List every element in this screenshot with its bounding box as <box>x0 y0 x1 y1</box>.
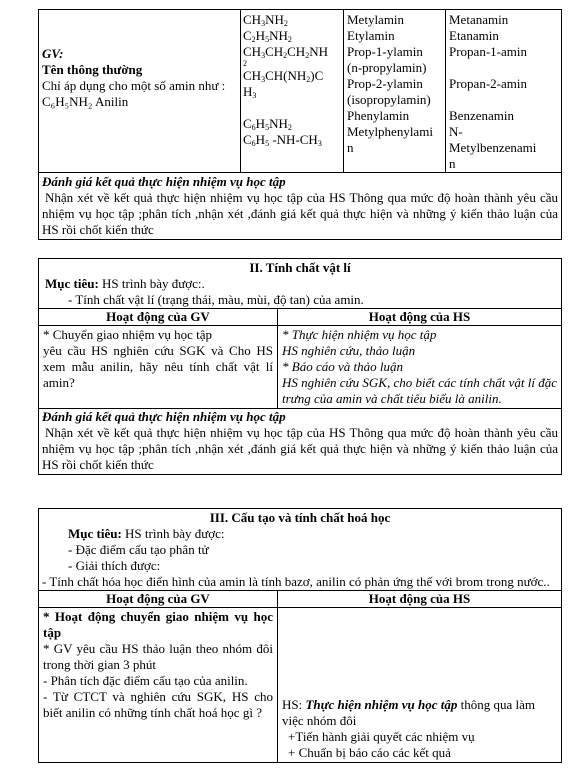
hs-activity-cell-3 <box>278 608 562 763</box>
common-name-cell <box>344 10 446 173</box>
systematic-name-cell <box>446 10 562 173</box>
evaluation-text: Nhận xét về kết quả thực hiện nhiệm vụ học tập của HS Thông qua mức độ hoàn thành yêu cầu nhiệm vụ học tập ;phân tích ,nhận xét ,đánh giá kết quả thực hiện và những ý kiến thảo luận của HS rồi chốt kiến thức <box>42 190 558 237</box>
evaluation-title: Đánh giá kết quả thực hiện nhiệm vụ học tập <box>42 174 286 189</box>
gv-label: GV: <box>42 46 64 61</box>
evaluation-row <box>39 173 562 240</box>
hs-activity-cell <box>278 326 562 409</box>
aniline-example: C₆H₅NH₂ Anilin <box>42 94 129 109</box>
gv-activity-cell-3 <box>39 608 278 763</box>
section-3-goal: Mục tiêu: HS trình bày được: <box>68 526 225 541</box>
gv-activity-1: * Chuyển giao nhiệm vụ học tập <box>43 327 212 342</box>
hs-task-2: +Tiến hành giải quyết các nhiệm vụ <box>288 729 475 744</box>
gv-task-3: - Phân tích đặc điểm cấu tạo của anilin. <box>43 673 248 688</box>
section-2-evaluation-title: Đánh giá kết quả thực hiện nhiệm vụ học tập <box>42 409 286 424</box>
formula-isopropylamine: $CH_3CH(NH_2)C$ $H_3$ <box>243 68 324 100</box>
section-2-goal-item: - Tính chất vật lí (trạng thái, màu, mùi, độ tan) của amin. <box>68 292 364 307</box>
hs-activity-3: * Báo cáo và thảo luận <box>282 359 403 374</box>
name-isopropylamin: (isopropylamin) <box>347 92 431 107</box>
section-2-title: II. Tính chất vật lí <box>249 260 351 275</box>
gv-cell <box>39 10 241 173</box>
name-etanamin: Etanamin <box>449 28 499 43</box>
formula-c2h5nh2: $C_2H_5NH_2$ <box>243 28 292 44</box>
name-etylamin: Etylamin <box>347 28 395 43</box>
name-metylbenzenamin: Metylbenzenami <box>449 140 537 155</box>
name-metylamin: Metylamin <box>347 12 405 27</box>
hs-activity-1: * Thực hiện nhiệm vụ học tập <box>282 327 437 342</box>
formula-subscript-overflow: 2 <box>243 59 247 68</box>
naming-description: Chỉ áp dụng cho một số amin như : <box>42 78 226 93</box>
gv-task-2: * GV yêu cầu HS thảo luận theo nhóm đôi trong thời gian 3 phút <box>43 641 273 672</box>
naming-heading: Tên thông thường <box>42 62 143 77</box>
section-2-goal: Mục tiêu: HS trình bày được:. <box>45 276 205 291</box>
section-3-item-3: - Tính chất hóa học điển hình của amin là tính bazơ, anilin có phản ứng thế với brom trong nước.. <box>42 574 550 589</box>
section-3-title: III. Cấu tạo và tính chất hoá học <box>209 510 391 525</box>
name-metylphenylamin-end: n <box>347 140 354 155</box>
formula-cell <box>241 10 344 173</box>
col-header-gv-3: Hoạt động của GV <box>39 591 278 608</box>
name-phenylamin: Phenylamin <box>347 108 410 123</box>
gv-task-1: * Hoạt động chuyển giao nhiệm vụ học tập <box>43 609 273 640</box>
gv-task-4: - Từ CTCT và nghiên cứu SGK, HS cho biết anilin có những tính chất hoá học gì ? <box>43 689 273 720</box>
section-2-evaluation-text: Nhận xét về kết quả thực hiện nhiệm vụ học tập của HS Thông qua mức độ hoàn thành yêu cầu nhiệm vụ học tập ;phân tích ,nhận xét ,đánh giá kết quả thực hiện và những ý kiến thảo luận của HS rồi chốt kiến thức <box>42 425 558 472</box>
formula-phenylamine: $C_6H_5NH_2$ <box>243 116 292 132</box>
section-3-item-1: - Đặc điểm cấu tạo phân tử <box>68 542 209 557</box>
section-1-table <box>38 9 562 240</box>
formula-propylamine: $CH_3CH_2CH_2NH$ <box>243 44 328 60</box>
col-header-gv: Hoạt động của GV <box>39 309 278 326</box>
hs-activity-4: HS nghiên cứu SGK, cho biết các tính chất vật lí đặc trưng của amin và chất tiêu biểu là anilin. <box>282 375 557 406</box>
amine-naming-row <box>39 10 562 173</box>
section-2-table <box>38 258 562 475</box>
hs-activity-2: HS nghiên cứu, thảo luận <box>282 343 416 358</box>
hs-task-3: + Chuẩn bị báo cáo các kết quả <box>288 745 451 760</box>
name-propan-2-amin: Propan-2-amin <box>449 76 527 91</box>
col-header-hs: Hoạt động của HS <box>278 309 562 326</box>
name-metylbenzenamin-end: n <box>449 156 456 171</box>
formula-methylphenylamine: $C_6H_5$ $-NH-CH_3$ <box>243 132 322 148</box>
name-prop-2-ylamin: Prop-2-ylamin <box>347 76 423 91</box>
gv-activity-cell <box>39 326 278 409</box>
col-header-hs-3: Hoạt động của HS <box>278 591 562 608</box>
name-n-prefix: N- <box>449 124 463 139</box>
name-benzenamin: Benzenamin <box>449 108 514 123</box>
gv-activity-2: yêu cầu HS nghiên cứu SGK và Cho HS xem mẫu anilin, hãy nêu tính chất vật lí amin? <box>43 343 273 390</box>
formula-ch3nh2: $CH_3NH_2$ <box>243 12 288 28</box>
name-metanamin: Metanamin <box>449 12 509 27</box>
name-propan-1-amin: Propan-1-amin <box>449 44 527 59</box>
name-prop-1-ylamin: Prop-1-ylamin <box>347 44 423 59</box>
name-metylphenylamin: Metylphenylami <box>347 124 433 139</box>
section-3-table <box>38 508 562 763</box>
hs-task-1: HS: Thực hiện nhiệm vụ học tập thông qua làm việc nhóm đôi <box>282 697 536 728</box>
name-n-propylamin: (n-propylamin) <box>347 60 427 75</box>
section-3-item-2: - Giải thích được: <box>68 558 161 573</box>
